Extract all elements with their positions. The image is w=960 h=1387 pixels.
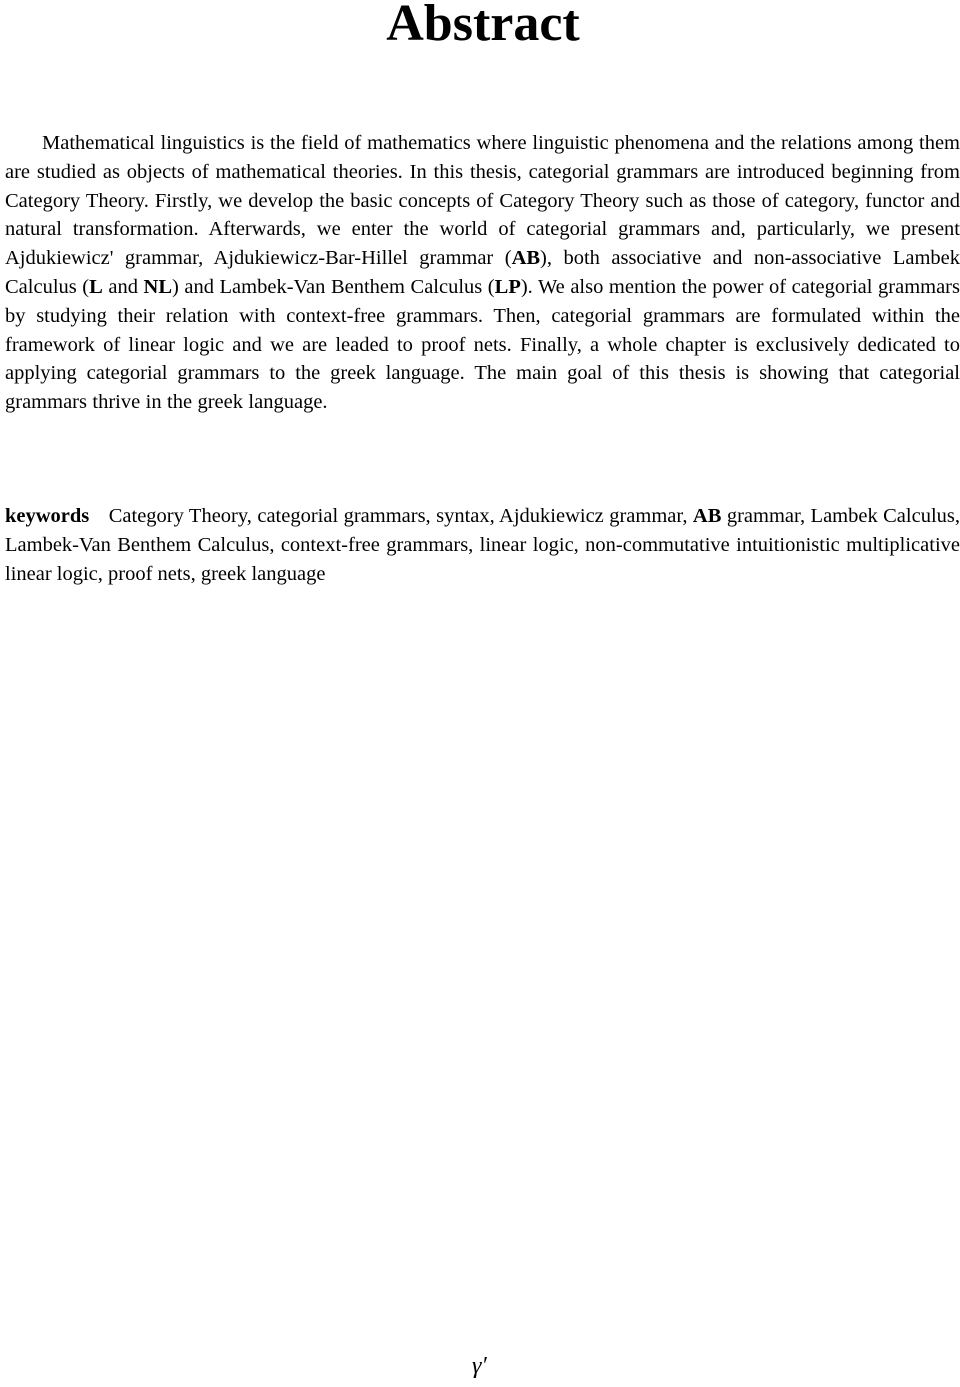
term-ab: AB [511,247,541,270]
abstract-paragraph [5,129,960,417]
abstract-text: and [102,275,144,298]
keywords-text: grammar, Lambek Calculus, Lambek-Van Benthem Calculus, context-free grammars, linear logic, non-commutative intuitionistic multiplicative linear logic, proof nets, greek language [5,505,960,585]
page-number: γ′ [472,1353,487,1379]
abstract-text: Mathematical linguistics is the field of mathematics where linguistic phenomena and the relations among them are studied as objects of mathematical theories. In this thesis, categorial grammars are introduced beginning from Category Theory. Firstly, we develop the basic concepts of Category Theory such as those of category, functor and natural transformation. Afterwards, we enter the world of categorial grammars and, particularly, we present Ajdukiewicz' grammar, Ajdukiewicz-Bar-Hillel grammar ( [5,132,960,270]
keywords-paragraph [5,502,960,588]
term-l: L [89,275,103,298]
abstract-text: ) and Lambek-Van Benthem Calculus ( [172,275,495,298]
term-nl: NL [143,275,172,298]
keywords-text: Category Theory, categorial grammars, syntax, Ajdukiewicz grammar, [108,505,693,527]
keyword-ab: AB [692,505,722,527]
abstract-text: ), both associative and non-associative Lambek Calculus ( [5,247,960,298]
abstract-text: ). We also mention the power of categorial grammars by studying their relation with context-free grammars. Then, categorial grammars are formulated within the framework of linear logic and we are leaded to proof nets. Finally, a whole chapter is exclusively dedicated to applying categorial grammars to the greek language. The main goal of this thesis is showing that categorial grammars thrive in the greek language. [5,275,960,414]
term-lp: LP [494,275,521,298]
keywords-label: keywords [5,505,90,527]
page-title: Abstract [386,0,580,52]
